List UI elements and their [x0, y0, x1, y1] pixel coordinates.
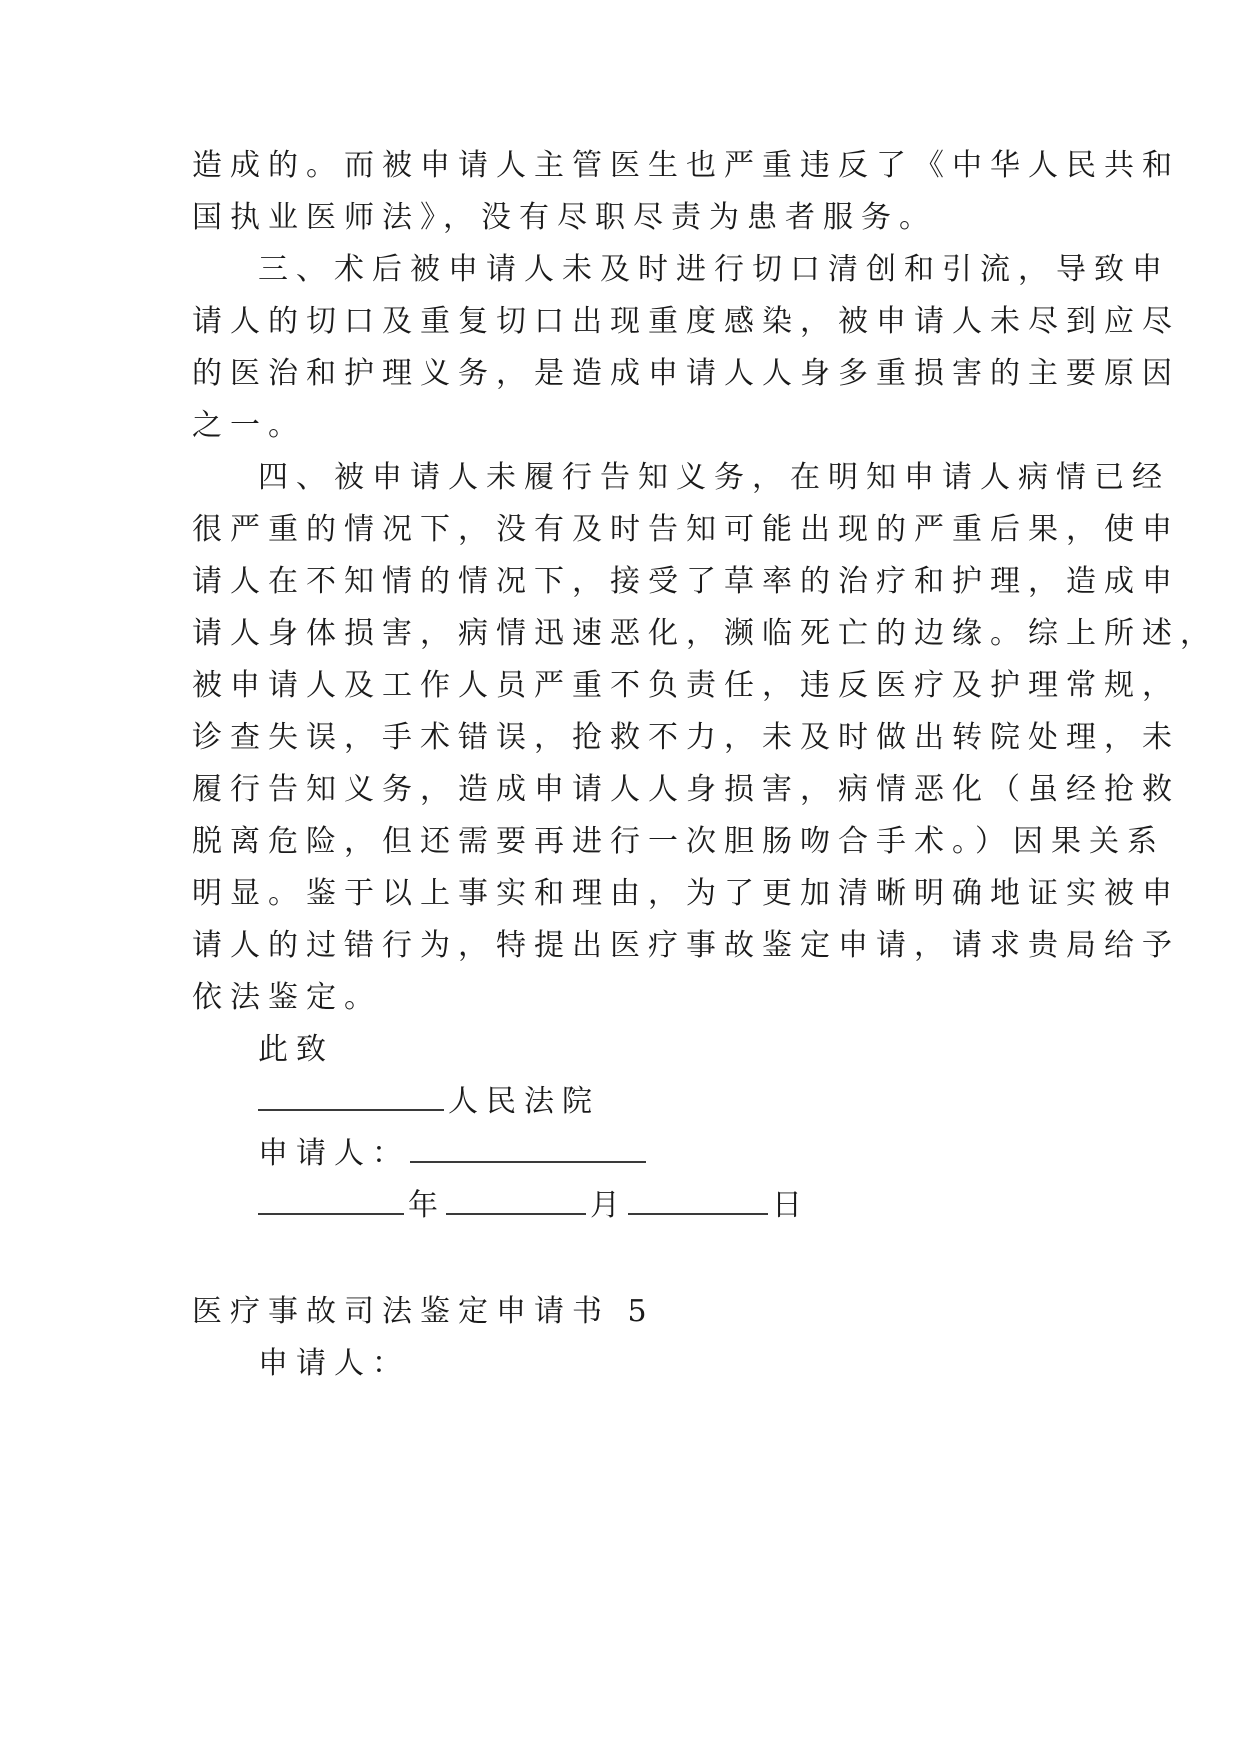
text-line: 请人在不知情的情况下，接受了草率的治疗和护理，造成申 [192, 564, 1180, 599]
applicant-name-blank[interactable] [410, 1137, 646, 1163]
text-line: 诊查失误，手术错误，抢救不力，未及时做出转院处理，未 [192, 720, 1180, 755]
next-applicant-label: 申请人： [258, 1346, 410, 1381]
text-line: 很严重的情况下，没有及时告知可能出现的严重后果，使申 [192, 512, 1180, 547]
text-line: 之一。 [192, 408, 306, 443]
year-blank[interactable] [258, 1189, 404, 1215]
text-line: 履行告知义务，造成申请人人身损害，病情恶化（虽经抢救 [192, 772, 1180, 807]
applicant-label: 申请人： [258, 1136, 410, 1171]
court-suffix: 人民法院 [448, 1084, 600, 1119]
text-line: 三、术后被申请人未及时进行切口清创和引流，导致申 [258, 252, 1170, 287]
text-line: 脱离危险，但还需要再进行一次胆肠吻合手术。）因果关系 [192, 824, 1165, 859]
text-line: 请人身体损害，病情迅速恶化，濒临死亡的边缘。综上所述， [192, 616, 1218, 651]
month-label: 月 [590, 1188, 628, 1223]
year-label: 年 [408, 1188, 446, 1223]
section-title: 医疗事故司法鉴定申请书 5 [192, 1294, 655, 1329]
day-label: 日 [772, 1188, 810, 1223]
day-blank[interactable] [628, 1189, 768, 1215]
text-line: 的医治和护理义务，是造成申请人人身多重损害的主要原因 [192, 356, 1180, 391]
text-line: 明显。鉴于以上事实和理由，为了更加清晰明确地证实被申 [192, 876, 1180, 911]
text-line: 造成的。而被申请人主管医生也严重违反了《中华人民共和 [192, 148, 1180, 183]
text-line: 请人的过错行为，特提出医疗事故鉴定申请，请求贵局给予 [192, 928, 1180, 963]
text-line: 被申请人及工作人员严重不负责任，违反医疗及护理常规， [192, 668, 1180, 703]
court-name-blank[interactable] [258, 1085, 444, 1111]
salutation: 此致 [258, 1032, 334, 1067]
court-line [258, 1082, 600, 1122]
text-line: 国执业医师法》，没有尽职尽责为患者服务。 [192, 200, 937, 235]
month-blank[interactable] [446, 1189, 586, 1215]
date-line [258, 1186, 810, 1226]
text-line: 请人的切口及重复切口出现重度感染，被申请人未尽到应尽 [192, 304, 1180, 339]
text-line: 依法鉴定。 [192, 980, 382, 1015]
text-line: 四、被申请人未履行告知义务，在明知申请人病情已经 [258, 460, 1170, 495]
applicant-signature-line [258, 1134, 650, 1174]
